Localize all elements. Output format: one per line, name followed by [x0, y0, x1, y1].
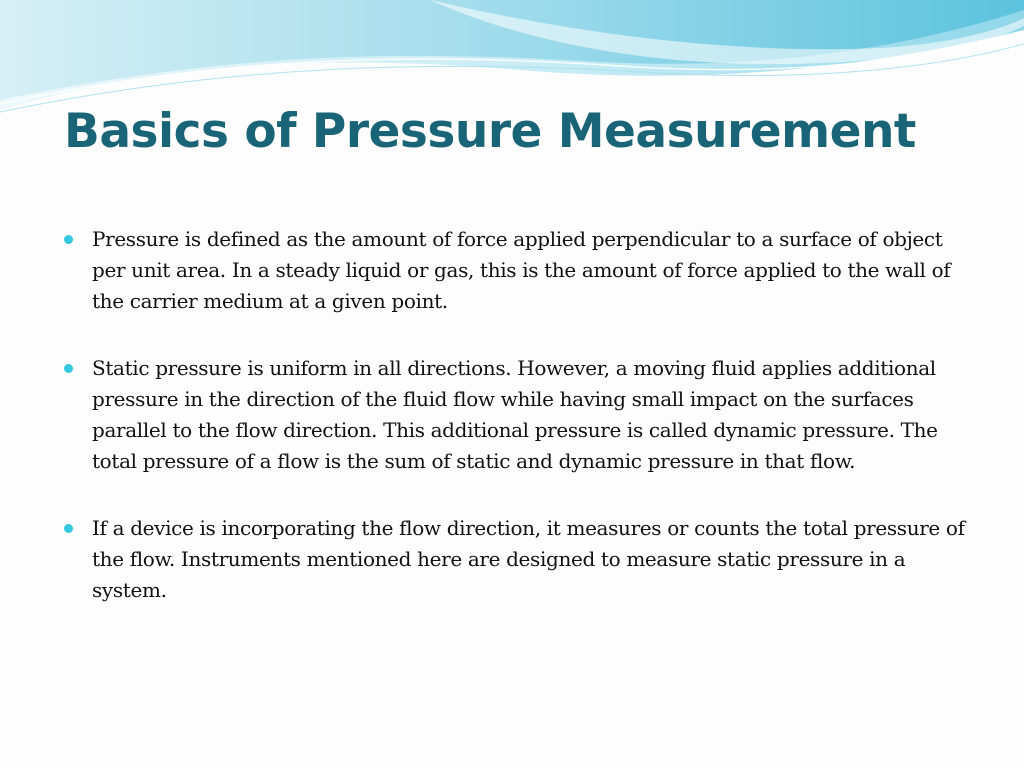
- list-item: [62, 224, 967, 317]
- decorative-wave-header: [0, 0, 1024, 120]
- bullet-dot-icon: [64, 364, 73, 373]
- list-item: [62, 353, 967, 477]
- list-item: [62, 513, 967, 606]
- bullet-list: [62, 224, 967, 606]
- page-title: Basics of Pressure Measurement: [64, 104, 916, 159]
- bullet-text: Static pressure is uniform in all directions. However, a moving fluid applies additional pressure in the direction of the fluid flow while having small impact on the surfaces parallel to the flow direction. This additional pressure is called dynamic pressure. The total pressure of a flow is the sum of static and dynamic pressure in that flow.: [92, 356, 938, 473]
- bullet-dot-icon: [64, 235, 73, 244]
- bullet-text: Pressure is defined as the amount of force applied perpendicular to a surface of object per unit area. In a steady liquid or gas, this is the amount of force applied to the wall of the carrier medium at a given point.: [92, 227, 951, 313]
- bullet-text: If a device is incorporating the flow direction, it measures or counts the total pressure of the flow. Instruments mentioned here are designed to measure static pressure in a system.: [92, 516, 965, 602]
- bullet-dot-icon: [64, 524, 73, 533]
